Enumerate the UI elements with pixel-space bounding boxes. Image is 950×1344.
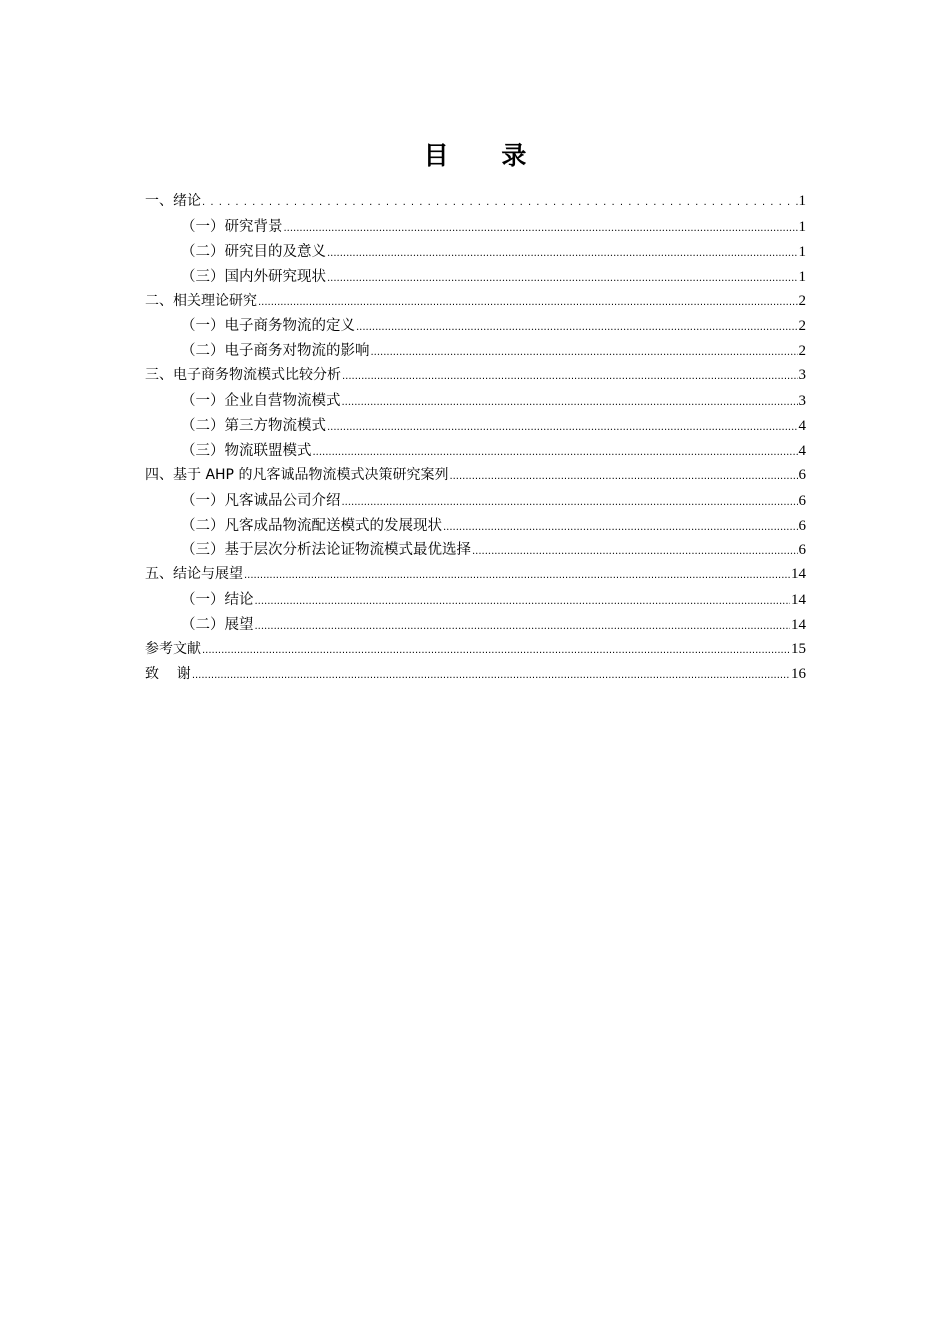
toc-page-number: 14 xyxy=(791,592,806,609)
toc-entry[interactable] xyxy=(145,414,806,439)
dot-leader xyxy=(371,347,798,358)
dot-leader xyxy=(342,497,798,508)
toc-entry-label: （二）凡客成品物流配送模式的发展现状 xyxy=(181,517,442,534)
toc-page-number: 14 xyxy=(791,617,806,634)
toc-entry-label: 致 谢 xyxy=(145,665,191,682)
toc-entry-label: （三）基于层次分析法论证物流模式最优选择 xyxy=(181,542,471,559)
toc-title: 目 录 xyxy=(423,141,549,170)
toc-entry-label: 一、绪论 xyxy=(145,193,201,209)
dot-leader xyxy=(284,223,798,234)
toc-entry[interactable] xyxy=(145,290,806,315)
toc-page-number: 16 xyxy=(791,665,806,682)
toc-page-number: 3 xyxy=(798,393,806,410)
table-of-contents xyxy=(145,190,806,688)
toc-entry-label: （一）结论 xyxy=(181,592,254,609)
dot-leader xyxy=(327,422,798,433)
toc-page-number: 3 xyxy=(798,367,806,384)
dot-leader xyxy=(449,471,797,482)
dot-leader xyxy=(472,546,798,557)
toc-entry[interactable] xyxy=(145,364,806,389)
toc-page-number: 2 xyxy=(798,292,806,309)
dot-leader xyxy=(443,522,798,533)
toc-entry[interactable] xyxy=(145,638,806,663)
toc-entry[interactable] xyxy=(145,265,806,290)
dot-leader xyxy=(327,273,798,284)
toc-entry[interactable] xyxy=(145,339,806,364)
toc-page-number: 1 xyxy=(798,218,806,235)
toc-entry[interactable] xyxy=(145,613,806,638)
toc-page-number: 6 xyxy=(798,492,806,509)
toc-entry-label: （一）电子商务物流的定义 xyxy=(181,318,355,335)
toc-entry[interactable] xyxy=(145,190,806,215)
toc-entry-label: （一）凡客诚品公司介绍 xyxy=(181,492,341,509)
dot-leader xyxy=(313,447,798,458)
toc-entry-label: 二、相关理论研究 xyxy=(145,292,257,309)
toc-entry-label: （一）研究背景 xyxy=(181,218,283,235)
dot-leader xyxy=(356,322,798,333)
dot-leader xyxy=(342,397,798,408)
toc-entry[interactable] xyxy=(145,588,806,613)
dot-leader xyxy=(202,645,790,656)
toc-page-number: 2 xyxy=(798,318,806,335)
toc-entry[interactable] xyxy=(145,314,806,339)
toc-page-number: 6 xyxy=(798,466,806,483)
toc-entry[interactable] xyxy=(145,663,806,688)
dot-leader xyxy=(255,621,791,632)
toc-page-number: 1 xyxy=(798,193,806,209)
dot-leader xyxy=(327,248,798,259)
toc-entry[interactable] xyxy=(145,389,806,414)
toc-entry-label: 参考文献 xyxy=(145,641,201,658)
toc-entry[interactable] xyxy=(145,464,806,489)
toc-entry-label: 三、电子商务物流模式比较分析 xyxy=(145,367,341,384)
toc-entry[interactable] xyxy=(145,240,806,265)
toc-entry[interactable] xyxy=(145,489,806,514)
dot-leader xyxy=(244,570,790,581)
dot-leader xyxy=(342,371,798,382)
toc-entry[interactable] xyxy=(145,514,806,539)
toc-entry-label: （二）展望 xyxy=(181,617,254,634)
toc-entry-label: （一）企业自营物流模式 xyxy=(181,393,341,410)
toc-page-number: 14 xyxy=(791,566,806,583)
toc-page-number: 4 xyxy=(798,442,806,459)
dot-leader xyxy=(258,297,798,308)
toc-entry-label: （二）研究目的及意义 xyxy=(181,243,326,260)
toc-page-number: 1 xyxy=(798,268,806,285)
toc-page-number: 15 xyxy=(791,641,806,658)
toc-entry-label: （三）国内外研究现状 xyxy=(181,268,326,285)
toc-entry[interactable] xyxy=(145,215,806,240)
toc-page-number: 2 xyxy=(798,343,806,360)
toc-page-number: 6 xyxy=(798,517,806,534)
toc-entry-label: （三）物流联盟模式 xyxy=(181,442,312,459)
toc-page-number: 4 xyxy=(798,418,806,435)
dot-leader xyxy=(255,596,791,607)
toc-entry[interactable] xyxy=(145,439,806,464)
toc-entry[interactable] xyxy=(145,538,806,563)
toc-entry-label: 四、基于 AHP 的凡客诚品物流模式决策研究案列 xyxy=(145,466,449,483)
toc-page-number: 6 xyxy=(798,542,806,559)
dot-leader xyxy=(202,197,798,208)
toc-entry-label: （二）第三方物流模式 xyxy=(181,418,326,435)
toc-entry[interactable] xyxy=(145,563,806,588)
dot-leader xyxy=(192,670,790,681)
toc-entry-label: （二）电子商务对物流的影响 xyxy=(181,343,370,360)
toc-entry-label: 五、结论与展望 xyxy=(145,566,243,583)
toc-page-number: 1 xyxy=(798,243,806,260)
